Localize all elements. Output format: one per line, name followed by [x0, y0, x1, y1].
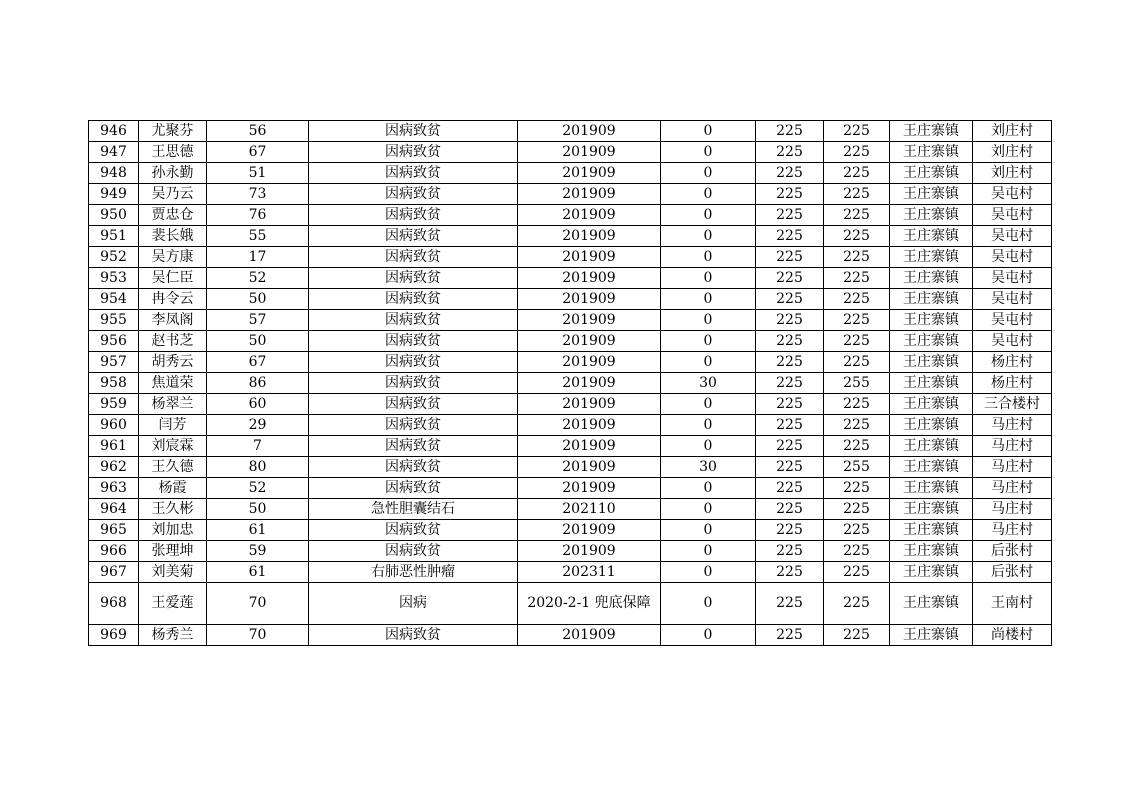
cell-village: 马庄村: [973, 457, 1052, 478]
cell-town: 王庄寨镇: [890, 478, 973, 499]
cell-date: 201909: [518, 478, 661, 499]
cell-base-amount: 225: [756, 541, 824, 562]
cell-age: 52: [207, 268, 309, 289]
cell-name: 吴仁臣: [139, 268, 207, 289]
cell-extra-amount: 0: [661, 247, 756, 268]
cell-town: 王庄寨镇: [890, 562, 973, 583]
cell-name: 刘美菊: [139, 562, 207, 583]
cell-reason: 因病致贫: [309, 289, 518, 310]
cell-village: 杨庄村: [973, 352, 1052, 373]
cell-extra-amount: 0: [661, 163, 756, 184]
cell-town: 王庄寨镇: [890, 184, 973, 205]
cell-date: 201909: [518, 142, 661, 163]
cell-town: 王庄寨镇: [890, 394, 973, 415]
cell-date: 201909: [518, 310, 661, 331]
cell-age: 7: [207, 436, 309, 457]
cell-village: 马庄村: [973, 520, 1052, 541]
cell-reason: 因病致贫: [309, 163, 518, 184]
cell-row-number: 963: [89, 478, 139, 499]
cell-extra-amount: 0: [661, 562, 756, 583]
cell-row-number: 955: [89, 310, 139, 331]
cell-name: 杨霞: [139, 478, 207, 499]
cell-base-amount: 225: [756, 373, 824, 394]
cell-date: 201909: [518, 289, 661, 310]
cell-town: 王庄寨镇: [890, 352, 973, 373]
cell-extra-amount: 0: [661, 520, 756, 541]
cell-total-amount: 225: [824, 415, 890, 436]
cell-row-number: 959: [89, 394, 139, 415]
cell-base-amount: 225: [756, 184, 824, 205]
cell-row-number: 964: [89, 499, 139, 520]
cell-town: 王庄寨镇: [890, 121, 973, 142]
cell-name: 李凤阁: [139, 310, 207, 331]
cell-name: 王爱莲: [139, 583, 207, 625]
cell-row-number: 961: [89, 436, 139, 457]
cell-date: 201909: [518, 520, 661, 541]
cell-row-number: 949: [89, 184, 139, 205]
cell-town: 王庄寨镇: [890, 415, 973, 436]
cell-total-amount: 225: [824, 583, 890, 625]
cell-base-amount: 225: [756, 247, 824, 268]
cell-row-number: 952: [89, 247, 139, 268]
table-row: [89, 331, 1052, 352]
cell-reason: 因病致贫: [309, 226, 518, 247]
cell-base-amount: 225: [756, 436, 824, 457]
cell-name: 杨翠兰: [139, 394, 207, 415]
cell-date: 201909: [518, 541, 661, 562]
cell-total-amount: 225: [824, 163, 890, 184]
cell-town: 王庄寨镇: [890, 226, 973, 247]
cell-village: 刘庄村: [973, 163, 1052, 184]
cell-total-amount: 225: [824, 142, 890, 163]
cell-row-number: 957: [89, 352, 139, 373]
cell-village: 吴屯村: [973, 226, 1052, 247]
cell-town: 王庄寨镇: [890, 331, 973, 352]
table-row: [89, 436, 1052, 457]
cell-reason: 右肺恶性肿瘤: [309, 562, 518, 583]
cell-village: 吴屯村: [973, 289, 1052, 310]
cell-village: 马庄村: [973, 415, 1052, 436]
cell-base-amount: 225: [756, 142, 824, 163]
cell-town: 王庄寨镇: [890, 373, 973, 394]
table-row: [89, 184, 1052, 205]
cell-age: 86: [207, 373, 309, 394]
cell-name: 胡秀云: [139, 352, 207, 373]
cell-age: 50: [207, 331, 309, 352]
cell-date: 201909: [518, 121, 661, 142]
cell-date: 201909: [518, 457, 661, 478]
cell-total-amount: 225: [824, 625, 890, 646]
cell-age: 59: [207, 541, 309, 562]
cell-village: 吴屯村: [973, 205, 1052, 226]
cell-row-number: 960: [89, 415, 139, 436]
cell-age: 17: [207, 247, 309, 268]
cell-village: 尚楼村: [973, 625, 1052, 646]
cell-row-number: 950: [89, 205, 139, 226]
cell-total-amount: 255: [824, 373, 890, 394]
cell-total-amount: 225: [824, 436, 890, 457]
cell-date: 201909: [518, 205, 661, 226]
cell-base-amount: 225: [756, 289, 824, 310]
cell-village: 后张村: [973, 541, 1052, 562]
table-row: [89, 562, 1052, 583]
cell-date: 201909: [518, 415, 661, 436]
cell-date: 201909: [518, 184, 661, 205]
table-row: [89, 394, 1052, 415]
cell-reason: 因病: [309, 583, 518, 625]
cell-town: 王庄寨镇: [890, 268, 973, 289]
cell-date: 201909: [518, 352, 661, 373]
table-row: [89, 583, 1052, 625]
cell-village: 马庄村: [973, 478, 1052, 499]
cell-reason: 因病致贫: [309, 184, 518, 205]
cell-village: 吴屯村: [973, 331, 1052, 352]
cell-date: 201909: [518, 436, 661, 457]
cell-name: 刘宸霖: [139, 436, 207, 457]
cell-village: 后张村: [973, 562, 1052, 583]
cell-reason: 因病致贫: [309, 268, 518, 289]
cell-row-number: 948: [89, 163, 139, 184]
cell-base-amount: 225: [756, 499, 824, 520]
cell-total-amount: 225: [824, 478, 890, 499]
cell-extra-amount: 0: [661, 352, 756, 373]
cell-total-amount: 225: [824, 121, 890, 142]
cell-base-amount: 225: [756, 163, 824, 184]
cell-row-number: 947: [89, 142, 139, 163]
table-row: [89, 226, 1052, 247]
cell-reason: 因病致贫: [309, 373, 518, 394]
cell-name: 冉令云: [139, 289, 207, 310]
cell-age: 80: [207, 457, 309, 478]
cell-name: 焦道荣: [139, 373, 207, 394]
cell-reason: 因病致贫: [309, 310, 518, 331]
cell-town: 王庄寨镇: [890, 625, 973, 646]
cell-extra-amount: 0: [661, 583, 756, 625]
cell-date: 202311: [518, 562, 661, 583]
cell-extra-amount: 0: [661, 205, 756, 226]
table-row: [89, 625, 1052, 646]
cell-name: 吴方康: [139, 247, 207, 268]
cell-reason: 因病致贫: [309, 541, 518, 562]
cell-date: 201909: [518, 226, 661, 247]
cell-village: 吴屯村: [973, 310, 1052, 331]
cell-reason: 急性胆囊结石: [309, 499, 518, 520]
cell-row-number: 958: [89, 373, 139, 394]
cell-extra-amount: 0: [661, 478, 756, 499]
cell-age: 51: [207, 163, 309, 184]
cell-reason: 因病致贫: [309, 247, 518, 268]
table-row: [89, 247, 1052, 268]
cell-extra-amount: 0: [661, 184, 756, 205]
table-row: [89, 310, 1052, 331]
cell-extra-amount: 0: [661, 499, 756, 520]
cell-reason: 因病致贫: [309, 520, 518, 541]
cell-extra-amount: 0: [661, 226, 756, 247]
cell-base-amount: 225: [756, 352, 824, 373]
cell-row-number: 966: [89, 541, 139, 562]
table-row: [89, 520, 1052, 541]
cell-town: 王庄寨镇: [890, 520, 973, 541]
table-row: [89, 373, 1052, 394]
cell-row-number: 969: [89, 625, 139, 646]
table-row: [89, 499, 1052, 520]
cell-age: 61: [207, 562, 309, 583]
cell-reason: 因病致贫: [309, 121, 518, 142]
cell-name: 闫芳: [139, 415, 207, 436]
cell-age: 61: [207, 520, 309, 541]
cell-town: 王庄寨镇: [890, 457, 973, 478]
cell-extra-amount: 0: [661, 268, 756, 289]
cell-village: 王南村: [973, 583, 1052, 625]
cell-base-amount: 225: [756, 457, 824, 478]
cell-date: 201909: [518, 331, 661, 352]
cell-row-number: 951: [89, 226, 139, 247]
cell-reason: 因病致贫: [309, 415, 518, 436]
cell-age: 50: [207, 499, 309, 520]
cell-reason: 因病致贫: [309, 478, 518, 499]
table-row: [89, 352, 1052, 373]
table-row: [89, 541, 1052, 562]
cell-total-amount: 225: [824, 247, 890, 268]
cell-total-amount: 225: [824, 520, 890, 541]
cell-base-amount: 225: [756, 205, 824, 226]
cell-extra-amount: 0: [661, 142, 756, 163]
cell-age: 73: [207, 184, 309, 205]
cell-town: 王庄寨镇: [890, 247, 973, 268]
table-row: [89, 478, 1052, 499]
cell-row-number: 946: [89, 121, 139, 142]
cell-age: 76: [207, 205, 309, 226]
cell-date: 201909: [518, 247, 661, 268]
cell-total-amount: 225: [824, 289, 890, 310]
cell-name: 尤聚芬: [139, 121, 207, 142]
cell-extra-amount: 0: [661, 331, 756, 352]
cell-base-amount: 225: [756, 121, 824, 142]
cell-town: 王庄寨镇: [890, 163, 973, 184]
cell-reason: 因病致贫: [309, 142, 518, 163]
cell-base-amount: 225: [756, 520, 824, 541]
cell-village: 马庄村: [973, 436, 1052, 457]
cell-row-number: 967: [89, 562, 139, 583]
cell-village: 刘庄村: [973, 121, 1052, 142]
cell-extra-amount: 30: [661, 457, 756, 478]
cell-total-amount: 225: [824, 226, 890, 247]
cell-base-amount: 225: [756, 394, 824, 415]
cell-name: 孙永勤: [139, 163, 207, 184]
cell-date: 201909: [518, 394, 661, 415]
cell-base-amount: 225: [756, 415, 824, 436]
cell-date: 202110: [518, 499, 661, 520]
cell-village: 马庄村: [973, 499, 1052, 520]
cell-town: 王庄寨镇: [890, 310, 973, 331]
table-body: [89, 121, 1052, 646]
cell-village: 吴屯村: [973, 268, 1052, 289]
cell-row-number: 956: [89, 331, 139, 352]
cell-age: 67: [207, 142, 309, 163]
cell-extra-amount: 0: [661, 436, 756, 457]
cell-age: 55: [207, 226, 309, 247]
cell-village: 吴屯村: [973, 247, 1052, 268]
cell-name: 刘加忠: [139, 520, 207, 541]
cell-total-amount: 225: [824, 352, 890, 373]
cell-date: 2020-2-1 兜底保障: [518, 583, 661, 625]
cell-base-amount: 225: [756, 268, 824, 289]
cell-age: 60: [207, 394, 309, 415]
cell-extra-amount: 30: [661, 373, 756, 394]
cell-base-amount: 225: [756, 478, 824, 499]
cell-village: 刘庄村: [973, 142, 1052, 163]
cell-name: 赵书芝: [139, 331, 207, 352]
cell-total-amount: 225: [824, 331, 890, 352]
cell-base-amount: 225: [756, 226, 824, 247]
cell-reason: 因病致贫: [309, 394, 518, 415]
table-row: [89, 415, 1052, 436]
cell-row-number: 954: [89, 289, 139, 310]
cell-base-amount: 225: [756, 625, 824, 646]
table-row: [89, 142, 1052, 163]
cell-reason: 因病致贫: [309, 331, 518, 352]
table-row: [89, 121, 1052, 142]
cell-row-number: 965: [89, 520, 139, 541]
cell-town: 王庄寨镇: [890, 289, 973, 310]
cell-extra-amount: 0: [661, 394, 756, 415]
cell-extra-amount: 0: [661, 121, 756, 142]
cell-name: 王久彬: [139, 499, 207, 520]
cell-total-amount: 225: [824, 184, 890, 205]
cell-reason: 因病致贫: [309, 625, 518, 646]
cell-total-amount: 225: [824, 394, 890, 415]
cell-reason: 因病致贫: [309, 352, 518, 373]
cell-town: 王庄寨镇: [890, 541, 973, 562]
table-row: [89, 163, 1052, 184]
cell-reason: 因病致贫: [309, 436, 518, 457]
table-row: [89, 457, 1052, 478]
table-row: [89, 205, 1052, 226]
cell-town: 王庄寨镇: [890, 142, 973, 163]
cell-extra-amount: 0: [661, 310, 756, 331]
cell-village: 吴屯村: [973, 184, 1052, 205]
cell-extra-amount: 0: [661, 541, 756, 562]
cell-total-amount: 225: [824, 205, 890, 226]
cell-base-amount: 225: [756, 331, 824, 352]
cell-age: 50: [207, 289, 309, 310]
cell-total-amount: 225: [824, 541, 890, 562]
cell-row-number: 962: [89, 457, 139, 478]
cell-extra-amount: 0: [661, 625, 756, 646]
cell-village: 三合楼村: [973, 394, 1052, 415]
cell-date: 201909: [518, 373, 661, 394]
cell-base-amount: 225: [756, 310, 824, 331]
cell-village: 杨庄村: [973, 373, 1052, 394]
cell-total-amount: 255: [824, 457, 890, 478]
cell-name: 杨秀兰: [139, 625, 207, 646]
cell-row-number: 968: [89, 583, 139, 625]
cell-total-amount: 225: [824, 268, 890, 289]
cell-extra-amount: 0: [661, 289, 756, 310]
cell-name: 王久德: [139, 457, 207, 478]
cell-age: 70: [207, 625, 309, 646]
cell-age: 70: [207, 583, 309, 625]
table-row: [89, 268, 1052, 289]
cell-town: 王庄寨镇: [890, 499, 973, 520]
cell-reason: 因病致贫: [309, 205, 518, 226]
cell-town: 王庄寨镇: [890, 583, 973, 625]
cell-name: 吴乃云: [139, 184, 207, 205]
cell-base-amount: 225: [756, 583, 824, 625]
cell-extra-amount: 0: [661, 415, 756, 436]
cell-town: 王庄寨镇: [890, 205, 973, 226]
cell-age: 56: [207, 121, 309, 142]
cell-age: 67: [207, 352, 309, 373]
cell-name: 裴长娥: [139, 226, 207, 247]
data-table: [88, 120, 1052, 646]
cell-age: 52: [207, 478, 309, 499]
table-row: [89, 289, 1052, 310]
cell-date: 201909: [518, 625, 661, 646]
cell-date: 201909: [518, 163, 661, 184]
cell-total-amount: 225: [824, 310, 890, 331]
cell-name: 贾忠仓: [139, 205, 207, 226]
cell-name: 王思德: [139, 142, 207, 163]
cell-town: 王庄寨镇: [890, 436, 973, 457]
cell-age: 57: [207, 310, 309, 331]
cell-age: 29: [207, 415, 309, 436]
cell-base-amount: 225: [756, 562, 824, 583]
cell-name: 张理坤: [139, 541, 207, 562]
cell-date: 201909: [518, 268, 661, 289]
cell-row-number: 953: [89, 268, 139, 289]
cell-total-amount: 225: [824, 562, 890, 583]
cell-reason: 因病致贫: [309, 457, 518, 478]
cell-total-amount: 225: [824, 499, 890, 520]
